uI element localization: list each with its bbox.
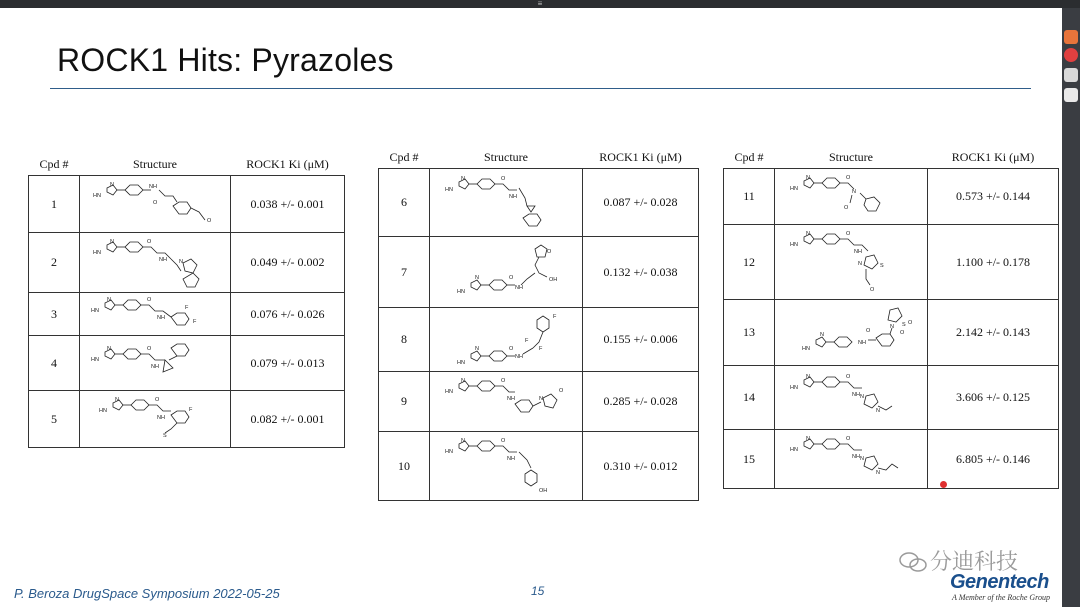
svg-text:HN: HN — [802, 345, 810, 352]
svg-text:N: N — [858, 261, 862, 267]
svg-text:NH: NH — [159, 256, 167, 263]
structure-cell — [430, 308, 583, 372]
svg-text:HN: HN — [790, 242, 798, 248]
svg-text:O: O — [559, 387, 564, 394]
table-row — [379, 308, 699, 372]
header-ki: ROCK1 Ki (μM) — [951, 150, 1035, 164]
cpd-number: 14 — [724, 366, 775, 430]
header-cpd: Cpd # — [734, 150, 764, 164]
slide-footer: P. Beroza DrugSpace Symposium 2022-05-25 — [14, 586, 280, 601]
molecule-structure-10 — [435, 434, 577, 498]
svg-text:O: O — [846, 231, 851, 237]
cpd-number: 2 — [29, 233, 80, 293]
record-icon[interactable] — [1064, 48, 1078, 62]
molecule-structure-9 — [435, 374, 577, 430]
ki-value: 0.049 +/- 0.002 — [231, 233, 345, 293]
ki-value: 0.285 +/- 0.028 — [583, 372, 699, 432]
compound-table-3 — [723, 150, 1059, 489]
molecule-structure-12 — [780, 227, 922, 297]
presentation-slide — [0, 8, 1062, 607]
svg-text:NH: NH — [858, 339, 866, 346]
svg-text:NH: NH — [854, 249, 862, 255]
table-row — [29, 336, 345, 391]
svg-text:NH: NH — [151, 364, 159, 370]
svg-text:N: N — [475, 275, 479, 281]
svg-text:F: F — [189, 407, 193, 413]
molecule-structure-4 — [85, 338, 225, 388]
svg-text:HN: HN — [445, 388, 453, 395]
svg-text:O: O — [501, 438, 506, 444]
structure-cell — [775, 300, 928, 366]
title-divider — [50, 88, 1031, 89]
header-cpd: Cpd # — [389, 150, 419, 164]
cpd-number: 3 — [29, 293, 80, 336]
window-top-bar — [0, 0, 1080, 8]
screen-icon[interactable] — [1064, 68, 1078, 82]
svg-text:HN: HN — [93, 193, 101, 199]
svg-text:NH: NH — [515, 353, 523, 360]
svg-text:N: N — [806, 436, 810, 442]
svg-text:O: O — [908, 319, 913, 326]
cpd-number: 7 — [379, 237, 430, 308]
svg-text:N: N — [806, 373, 810, 380]
svg-text:O: O — [509, 345, 514, 352]
svg-text:F: F — [185, 305, 189, 311]
structure-cell — [80, 391, 231, 448]
ki-value: 0.079 +/- 0.013 — [231, 336, 345, 391]
ki-value: 0.038 +/- 0.001 — [231, 176, 345, 233]
ki-value: 0.573 +/- 0.144 — [928, 169, 1059, 225]
table-row — [724, 430, 1059, 489]
svg-text:S: S — [163, 433, 167, 439]
svg-text:NH: NH — [852, 454, 860, 460]
svg-text:N: N — [890, 323, 894, 330]
svg-text:O: O — [900, 329, 905, 336]
genentech-tagline: A Member of the Roche Group — [952, 593, 1050, 602]
svg-text:N: N — [110, 238, 114, 245]
svg-text:NH: NH — [852, 391, 860, 398]
molecule-structure-7 — [435, 239, 577, 305]
cpd-number: 15 — [724, 430, 775, 489]
svg-text:OH: OH — [539, 488, 548, 494]
page-number: 15 — [531, 584, 545, 598]
svg-text:N: N — [876, 470, 880, 476]
structure-cell — [775, 366, 928, 430]
svg-text:F: F — [553, 313, 557, 320]
molecule-structure-1 — [85, 178, 225, 230]
structure-cell — [775, 430, 928, 489]
svg-text:O: O — [207, 218, 212, 224]
ki-value: 0.132 +/- 0.038 — [583, 237, 699, 308]
cpd-number: 12 — [724, 225, 775, 300]
structure-cell — [430, 372, 583, 432]
svg-text:F: F — [193, 319, 197, 325]
ki-value: 0.310 +/- 0.012 — [583, 432, 699, 501]
molecule-structure-3 — [85, 295, 225, 333]
svg-text:O: O — [844, 204, 849, 211]
wechat-watermark-icon — [898, 551, 928, 573]
svg-text:NH: NH — [509, 193, 517, 200]
molecule-structure-8 — [435, 310, 577, 370]
table-row — [724, 169, 1059, 225]
molecule-structure-5 — [85, 393, 225, 445]
compound-table-2 — [378, 150, 699, 501]
cpd-number: 4 — [29, 336, 80, 391]
svg-text:HN: HN — [457, 359, 465, 366]
ki-value: 0.076 +/- 0.026 — [231, 293, 345, 336]
right-toolbar — [1062, 8, 1080, 607]
molecule-structure-2 — [85, 235, 225, 291]
header-structure: Structure — [133, 157, 177, 171]
compound-table-1 — [28, 157, 345, 448]
structure-cell — [430, 169, 583, 237]
svg-text:NH: NH — [507, 456, 515, 462]
structure-cell — [775, 169, 928, 225]
ki-value: 0.155 +/- 0.006 — [583, 308, 699, 372]
settings-icon[interactable] — [1064, 88, 1078, 102]
header-cpd: Cpd # — [39, 157, 69, 171]
structure-cell — [80, 176, 231, 233]
table-row — [29, 293, 345, 336]
structure-cell — [430, 237, 583, 308]
svg-text:F: F — [525, 337, 529, 344]
svg-text:HN: HN — [457, 289, 465, 295]
table-row — [29, 391, 345, 448]
header-ki: ROCK1 Ki (μM) — [246, 157, 329, 171]
table-row — [379, 432, 699, 501]
svg-text:NH: NH — [149, 184, 157, 190]
svg-text:O: O — [547, 249, 552, 255]
svg-text:N: N — [107, 346, 111, 352]
svg-text:NH: NH — [157, 315, 165, 321]
svg-text:N: N — [461, 438, 465, 444]
ki-value: 0.082 +/- 0.001 — [231, 391, 345, 448]
svg-text:S: S — [880, 263, 884, 269]
cpd-number: 10 — [379, 432, 430, 501]
svg-text:HN: HN — [790, 447, 798, 453]
svg-text:O: O — [147, 238, 152, 245]
svg-text:N: N — [461, 175, 465, 182]
structure-cell — [80, 293, 231, 336]
svg-text:O: O — [153, 200, 158, 206]
cpd-number: 5 — [29, 391, 80, 448]
molecule-structure-14 — [780, 368, 922, 428]
molecule-structure-6 — [435, 172, 577, 234]
cpd-number: 13 — [724, 300, 775, 366]
svg-text:F: F — [539, 345, 543, 352]
svg-text:O: O — [155, 397, 160, 403]
table-row — [379, 169, 699, 237]
cpd-number: 1 — [29, 176, 80, 233]
structure-cell — [80, 233, 231, 293]
svg-text:O: O — [147, 297, 152, 303]
svg-text:N: N — [876, 407, 880, 414]
ki-value: 0.087 +/- 0.028 — [583, 169, 699, 237]
ki-value: 6.805 +/- 0.146 — [928, 430, 1059, 489]
svg-text:O: O — [147, 346, 152, 352]
header-structure: Structure — [484, 150, 528, 164]
svg-text:HN: HN — [445, 186, 453, 193]
table-row — [724, 366, 1059, 430]
svg-text:N: N — [852, 188, 856, 195]
svg-text:NH: NH — [507, 395, 515, 402]
structure-cell — [775, 225, 928, 300]
table-row — [29, 233, 345, 293]
structure-cell — [80, 336, 231, 391]
svg-text:HN: HN — [99, 408, 107, 414]
header-structure: Structure — [829, 150, 873, 164]
watermark-text: 分迪科技 — [930, 549, 1019, 574]
svg-text:O: O — [509, 275, 514, 281]
table-row — [379, 372, 699, 432]
svg-text:O: O — [866, 327, 871, 334]
svg-text:HN: HN — [790, 185, 798, 192]
svg-text:N: N — [806, 231, 810, 237]
svg-text:N: N — [475, 345, 479, 352]
cpd-number: 6 — [379, 169, 430, 237]
table-row — [29, 176, 345, 233]
ki-value: 1.100 +/- 0.178 — [928, 225, 1059, 300]
svg-text:N: N — [539, 395, 543, 402]
svg-text:O: O — [501, 377, 506, 384]
structure-cell — [430, 432, 583, 501]
svg-text:N: N — [115, 397, 119, 403]
svg-text:N: N — [806, 174, 810, 181]
table-row — [379, 237, 699, 308]
svg-text:N: N — [820, 331, 824, 338]
svg-text:NH: NH — [157, 415, 165, 421]
ki-value: 3.606 +/- 0.125 — [928, 366, 1059, 430]
svg-text:HN: HN — [91, 308, 99, 314]
svg-text:N: N — [860, 393, 864, 400]
slide-title: ROCK1 Hits: Pyrazoles — [57, 42, 394, 78]
svg-text:N: N — [860, 456, 864, 462]
svg-text:O: O — [870, 287, 875, 293]
molecule-structure-13 — [780, 302, 922, 364]
svg-text:O: O — [846, 436, 851, 442]
molecule-structure-11 — [780, 171, 922, 223]
header-ki: ROCK1 Ki (μM) — [599, 150, 682, 164]
svg-text:N: N — [461, 377, 465, 384]
svg-text:O: O — [846, 174, 851, 181]
svg-text:HN: HN — [445, 449, 453, 455]
svg-text:S: S — [902, 321, 906, 328]
svg-text:HN: HN — [93, 249, 101, 256]
svg-text:O: O — [846, 373, 851, 380]
svg-text:HN: HN — [790, 384, 798, 391]
arrow-icon[interactable] — [1064, 30, 1078, 44]
svg-text:O: O — [501, 175, 506, 182]
svg-text:N: N — [179, 258, 183, 265]
svg-text:N: N — [110, 182, 114, 188]
laser-pointer-dot — [940, 481, 947, 488]
cpd-number: 8 — [379, 308, 430, 372]
genentech-logo: Genentech — [950, 571, 1049, 593]
svg-text:NH: NH — [515, 285, 523, 291]
svg-text:OH: OH — [549, 277, 558, 283]
cpd-number: 9 — [379, 372, 430, 432]
svg-text:N: N — [107, 297, 111, 303]
table-row — [724, 300, 1059, 366]
svg-text:HN: HN — [91, 357, 99, 363]
molecule-structure-15 — [780, 432, 922, 486]
drag-handle-icon[interactable]: ≡ — [537, 0, 543, 8]
cpd-number: 11 — [724, 169, 775, 225]
table-row — [724, 225, 1059, 300]
ki-value: 2.142 +/- 0.143 — [928, 300, 1059, 366]
